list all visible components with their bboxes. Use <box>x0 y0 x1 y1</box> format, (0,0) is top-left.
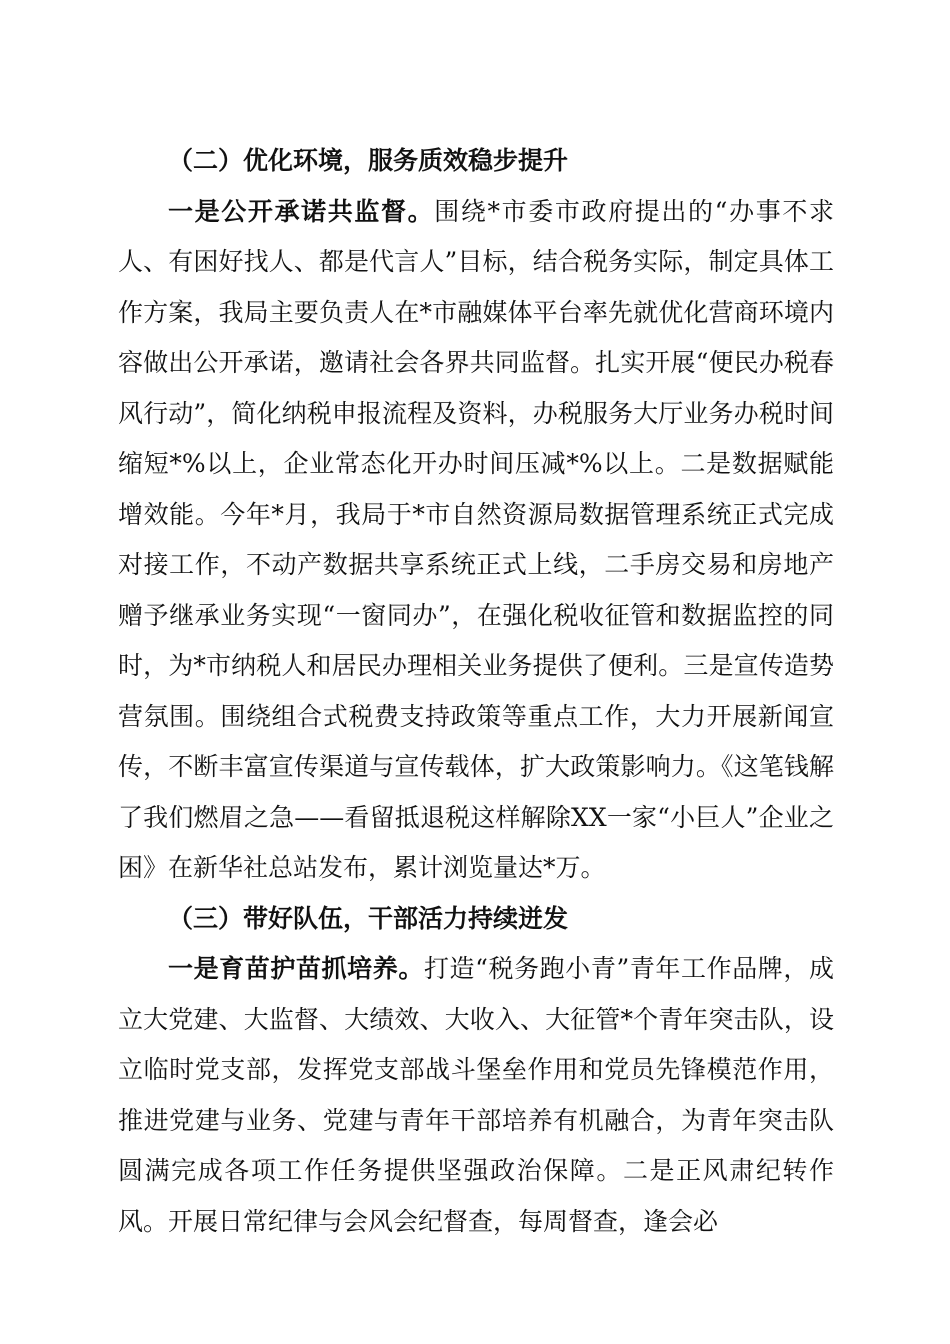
document-body <box>118 136 834 1247</box>
section-3-lead: 一是育苗护苗抓培养。 <box>168 954 424 983</box>
section-3-paragraph <box>118 944 834 1247</box>
section-2-text: 围绕*市委市政府提出的“办事不求人、有困好找人、都是代言人”目标，结合税务实际，制定具体工作方案，我局主要负责人在*市融媒体平台率先就优化营商环境内容做出公开承诺，邀请社会各界共同监督。扎实开展“便民办税春风行动”，简化纳税申报流程及资料，办税服务大厅业务办税时间缩短*%以上，企业常态化开办时间压减*%以上。二是数据赋能增效能。今年*月，我局于*市自然资源局数据管理系统正式完成对接工作，不动产数据共享系统正式上线，二手房交易和房地产赠予继承业务实现“一窗同办”，在强化税收征管和数据监控的同时，为*市纳税人和居民办理相关业务提供了便利。三是宣传造势营氛围。围绕组合式税费支持政策等重点工作，大力开展新闻宣传，不断丰富宣传渠道与宣传载体，扩大政策影响力。《这笔钱解了我们燃眉之急——看留抵退税这样解除XX一家“小巨人”企业之困》在新华社总站发布，累计浏览量达*万。 <box>118 196 834 882</box>
section-3-text: 打造“税务跑小青”青年工作品牌，成立大党建、大监督、大绩效、大收入、大征管*个青年突击队，设立临时党支部，发挥党支部战斗堡垒作用和党员先锋模范作用，推进党建与业务、党建与青年干部培养有机融合，为青年突击队圆满完成各项工作任务提供坚强政治保障。二是正风肃纪转作风。开展日常纪律与会风会纪督查，每周督查，逢会必 <box>118 954 834 1236</box>
section-2-lead: 一是公开承诺共监督。 <box>168 196 435 226</box>
section-2-paragraph <box>118 187 834 894</box>
section-2-heading: （二）优化环境，服务质效稳步提升 <box>168 146 569 175</box>
section-3-heading: （三）带好队伍，干部活力持续迸发 <box>168 903 569 933</box>
